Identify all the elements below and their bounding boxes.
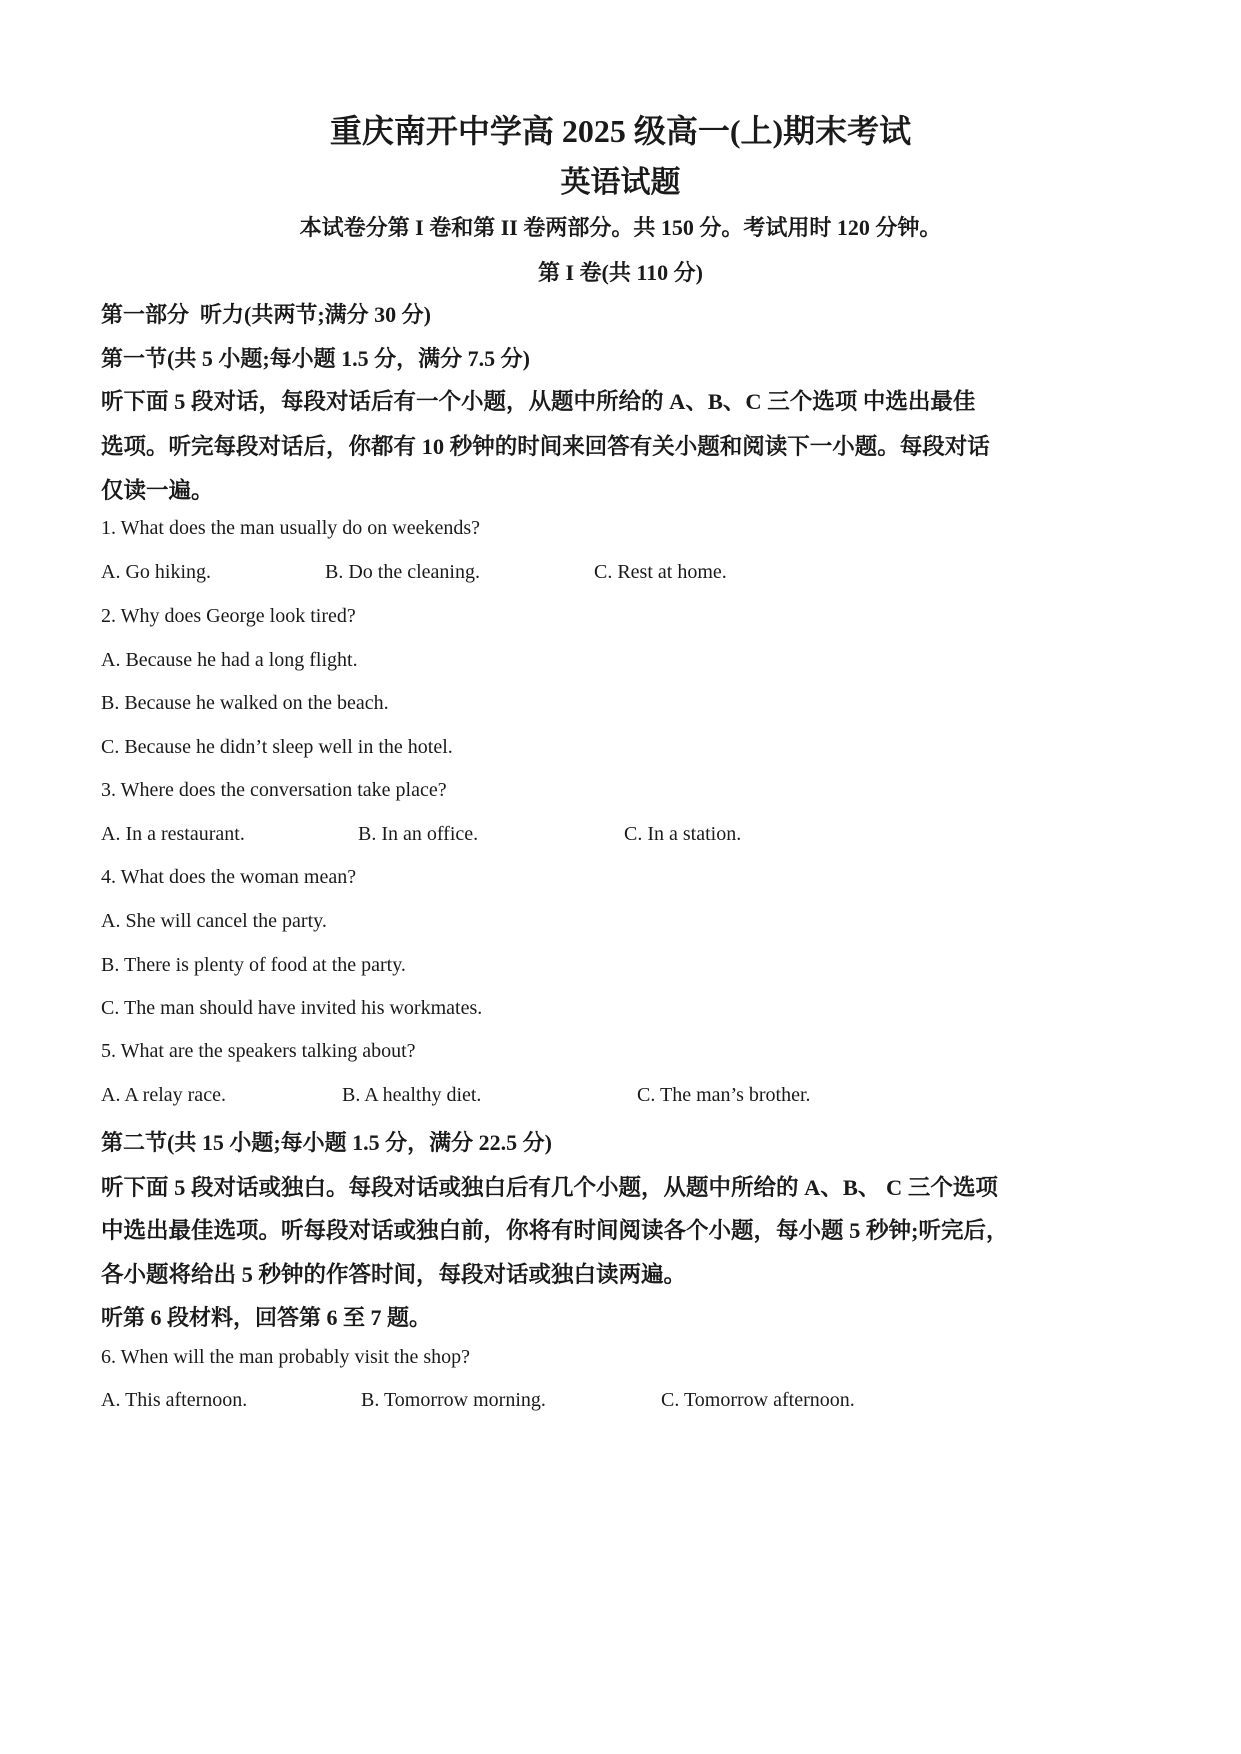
- exam-intro: 本试卷分第 I 卷和第 II 卷两部分。共 150 分。考试用时 120 分钟。: [299, 215, 942, 240]
- q4-option-c: C. The man should have invited his workmates.: [101, 997, 483, 1019]
- section1-instruction-line: 仅读一遍。: [101, 478, 214, 503]
- section1-instruction-line: 听下面 5 段对话，每段对话后有一个小题，从题中所给的 A、B、C 三个选项 中选出最佳: [101, 389, 976, 414]
- section1-instruction-line: 选项。听完每段对话后，你都有 10 秒钟的时间来回答有关小题和阅读下一小题。每段对话: [101, 434, 990, 459]
- q2-option-a: A. Because he had a long flight.: [101, 649, 358, 671]
- section2-instruction-line: 听下面 5 段对话或独白。每段对话或独白后有几个小题，从题中所给的 A、B、 C 三个选项: [101, 1175, 998, 1200]
- question-2: 2. Why does George look tired?: [101, 605, 356, 627]
- section1-heading: 第一节(共 5 小题;每小题 1.5 分，满分 7.5 分): [101, 346, 530, 371]
- part1-heading: 第一部分 听力(共两节;满分 30 分): [101, 302, 431, 327]
- q2-option-c: C. Because he didn’t sleep well in the hotel.: [101, 736, 453, 758]
- q1-option-a: A. Go hiking.: [101, 561, 211, 583]
- section2-instruction-line: 中选出最佳选项。听每段对话或独白前，你将有时间阅读各个小题，每小题 5 秒钟;听完后，: [101, 1218, 1009, 1243]
- section2-heading: 第二节(共 15 小题;每小题 1.5 分，满分 22.5 分): [101, 1130, 552, 1155]
- volume-heading: 第 I 卷(共 110 分): [537, 260, 703, 285]
- q3-option-b: B. In an office.: [358, 823, 479, 845]
- material-6-heading: 听第 6 段材料，回答第 6 至 7 题。: [101, 1305, 432, 1330]
- q6-option-c: C. Tomorrow afternoon.: [661, 1389, 855, 1411]
- q1-option-b: B. Do the cleaning.: [325, 561, 480, 583]
- q2-option-b: B. Because he walked on the beach.: [101, 692, 389, 714]
- q3-option-c: C. In a station.: [624, 823, 742, 845]
- q3-option-a: A. In a restaurant.: [101, 823, 245, 845]
- q4-option-a: A. She will cancel the party.: [101, 910, 327, 932]
- section2-instruction-line: 各小题将给出 5 秒钟的作答时间，每段对话或独白读两遍。: [101, 1262, 687, 1287]
- q5-option-c: C. The man’s brother.: [637, 1084, 811, 1106]
- q6-option-b: B. Tomorrow morning.: [361, 1389, 546, 1411]
- q1-option-c: C. Rest at home.: [594, 561, 727, 583]
- question-6: 6. When will the man probably visit the shop?: [101, 1346, 471, 1368]
- exam-title: 重庆南开中学高 2025 级高一(上)期末考试: [329, 113, 912, 149]
- question-1: 1. What does the man usually do on weekends?: [101, 517, 480, 539]
- q5-option-a: A. A relay race.: [101, 1084, 226, 1106]
- question-4: 4. What does the woman mean?: [101, 866, 357, 888]
- q4-option-b: B. There is plenty of food at the party.: [101, 954, 406, 976]
- exam-subtitle: 英语试题: [560, 166, 681, 199]
- q6-option-a: A. This afternoon.: [101, 1389, 248, 1411]
- question-5: 5. What are the speakers talking about?: [101, 1040, 416, 1062]
- q5-option-b: B. A healthy diet.: [342, 1084, 482, 1106]
- question-3: 3. Where does the conversation take place?: [101, 779, 447, 801]
